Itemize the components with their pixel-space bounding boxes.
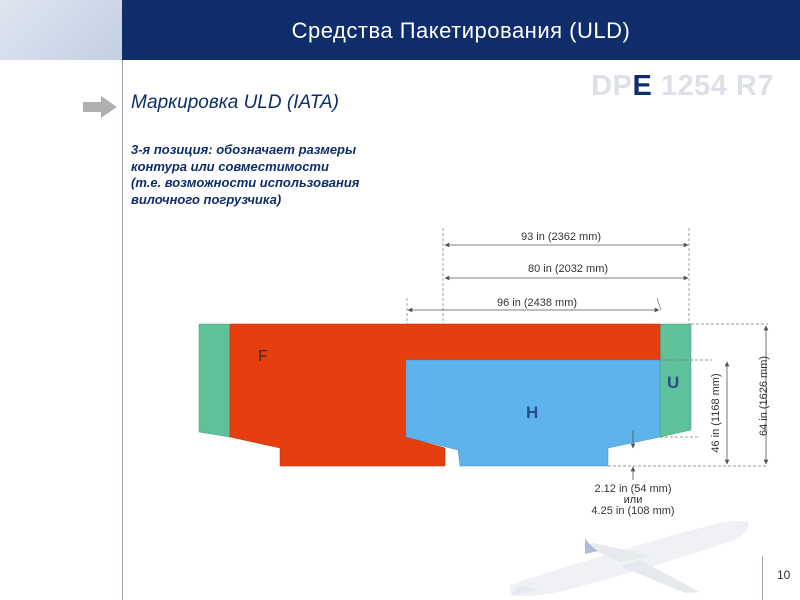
base-offset-label-2: 4.25 in (108 mm) [591,505,675,517]
dimension-label-64: 64 in (1626 mm) [758,355,770,437]
doc-code-mid: E [632,70,653,102]
page-number: 10 [777,568,791,582]
doc-code-suffix: 1254 R7 [652,70,774,102]
dimension-label-46: 46 in (1168 mm) [710,373,722,453]
extension-line [657,298,661,310]
section-subtitle: Маркировка ULD (IATA) [131,92,339,113]
slide-title: Средства Пакетирования (ULD) [291,18,631,43]
contour-h-label: H [526,403,539,422]
description-line: контура или совместимости [131,158,329,174]
dimension-label-80: 80 in (2032 mm) [527,263,609,275]
dimension-label-96: 96 in (2438 mm) [496,297,578,309]
aircraft-illustration [510,521,749,596]
description-line: 3-я позиция: обозначает размеры [131,142,357,157]
description-line: вилочного погрузчика) [131,191,282,207]
contour-f-label: F [258,348,268,365]
doc-code-prefix: DP [591,70,633,102]
description-line: (т.е. возможности использования [131,175,360,190]
page-number-box [762,556,800,600]
base-offset-label-or: или [623,494,643,506]
dimension-label-93: 93 in (2362 mm) [520,231,602,243]
contour-u-label: U [667,373,680,392]
contour-u-left [199,324,230,437]
base-offset-label-1: 2.12 in (54 mm) [594,483,672,495]
